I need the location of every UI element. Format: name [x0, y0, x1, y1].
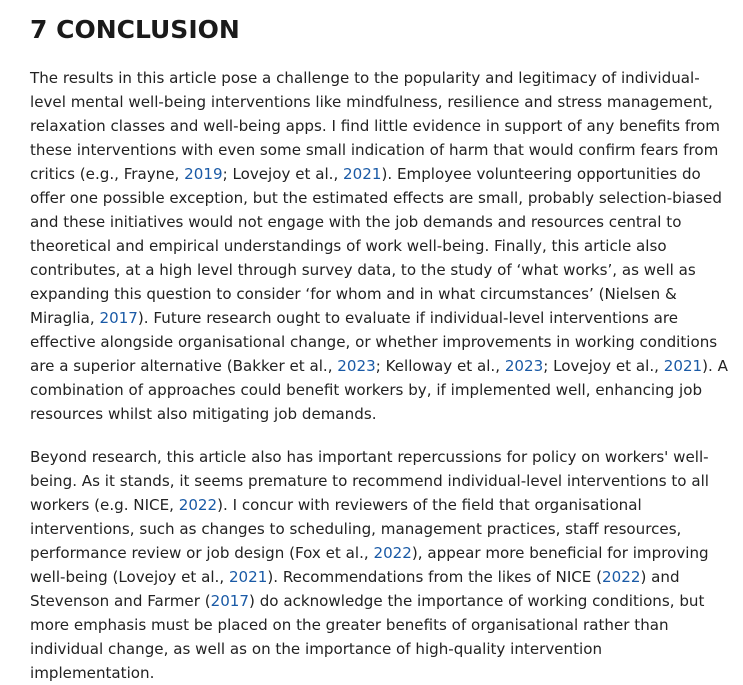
paragraph-text: ). Employee volunteering opportunities do offer one possible exception, but the estimated effects are small, probably selection-biased and these initiatives would not engage with the job demands and resources central to theoretical and empirical understandings of work well-being. Finally, this article also contributes, at a high level through survey data, to the study of ‘what works’, as well as expanding this question to consider ‘for whom and in what circumstances’ (Nielsen & Miraglia,	[30, 165, 722, 327]
citation-link[interactable]: 2017	[99, 309, 138, 327]
body-paragraph	[30, 66, 729, 426]
citation-link[interactable]: 2019	[184, 165, 223, 183]
citation-link[interactable]: 2022	[178, 496, 218, 514]
citation-link[interactable]: 2022	[602, 568, 641, 586]
citation-link[interactable]: 2017	[210, 592, 250, 610]
citation-link[interactable]: 2021	[343, 165, 382, 183]
paragraph-text: ). Recommendations from the likes of NICE (	[267, 568, 603, 586]
paragraph-text: ). Future research ought to evaluate if individual-level interventions are effective alongside organisational change, or whether improvements in working conditions are a superior alternative (Bakker et al.,	[30, 309, 718, 375]
section-heading: 7 CONCLUSION	[30, 15, 240, 44]
citation-link[interactable]: 2023	[504, 357, 544, 375]
citation-link[interactable]: 2023	[337, 357, 376, 375]
paragraph-text: The results in this article pose a challenge to the popularity and legitimacy of individual-level mental well-being interventions like mindfulness, resilience and stress management, relaxation classes and well-being apps. I find little evidence in support of any benefits from these interventions with even some small indication of harm that would confirm fears from critics (e.g., Frayne,	[30, 69, 721, 183]
paragraph-text: ; Lovejoy et al.,	[543, 357, 664, 375]
paragraph-text: ; Kelloway et al.,	[375, 357, 505, 375]
paragraph-text: ), appear more beneficial for improving well-being (Lovejoy et al.,	[30, 544, 709, 586]
paragraph-text: ) and Stevenson and Farmer (	[30, 568, 680, 610]
section-body	[30, 66, 729, 685]
citation-link[interactable]: 2021	[228, 568, 268, 586]
body-paragraph	[30, 445, 729, 685]
paragraph-text: ; Lovejoy et al.,	[222, 165, 344, 183]
citation-link[interactable]: 2021	[663, 357, 703, 375]
paragraph-text: Beyond research, this article also has important repercussions for policy on workers' well-being. As it stands, it seems premature to recommend individual-level interventions to all workers (e.g. NICE,	[30, 448, 709, 514]
paragraph-text: ). A combination of approaches could benefit workers by, if implemented well, enhancing job resources whilst also mitigating job demands.	[30, 357, 728, 423]
citation-link[interactable]: 2022	[373, 544, 412, 562]
paragraph-text: ). I concur with reviewers of the field that organisational interventions, such as changes to scheduling, management practices, staff resources, performance review or job design (Fox et al.,	[30, 496, 682, 562]
paragraph-text: ) do acknowledge the importance of working conditions, but more emphasis must be placed on the greater benefits of organisational rather than individual change, as well as on the importance of high-quality intervention implementation.	[30, 592, 705, 682]
